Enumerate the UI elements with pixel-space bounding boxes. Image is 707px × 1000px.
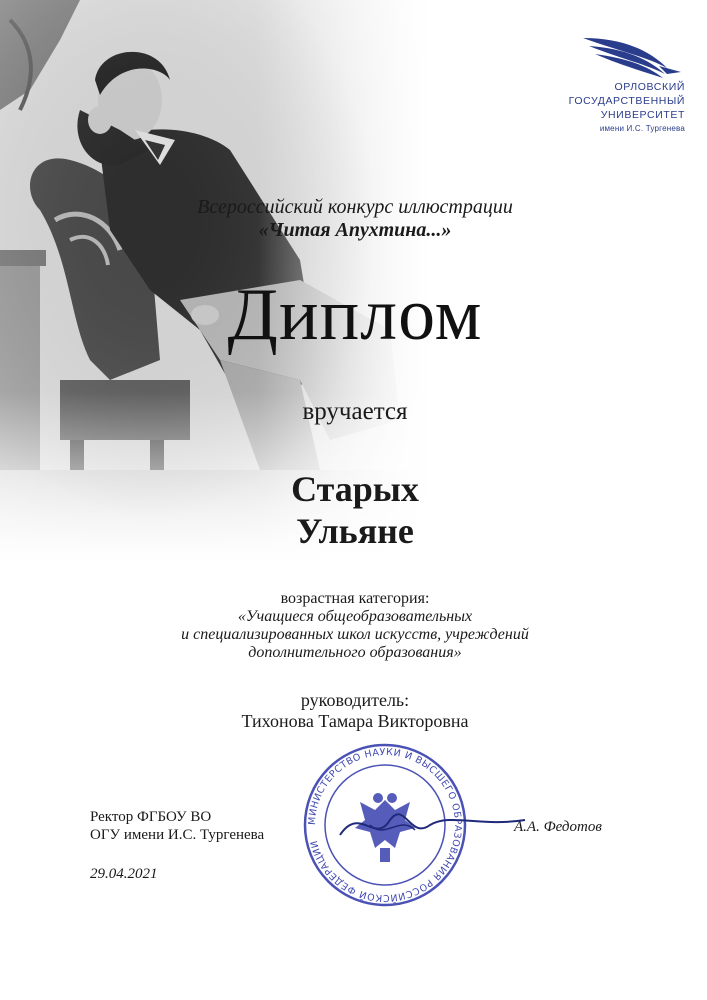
awarded-label: вручается [302,398,408,425]
category-line2: и специализированных школ искусств, учреждений [181,626,529,643]
supervisor-label: руководитель: [300,690,410,710]
supervisor [140,690,570,732]
rector-title [90,808,264,844]
bird-wings-logo-icon [575,32,685,82]
category-label: возрастная категория: [280,590,430,607]
signer-name: А.А. Федотов [514,819,602,835]
issue-date: 29.04.2021 [90,866,158,882]
logo-line2: ГОСУДАРСТВЕННЫЙ [568,95,685,107]
university-name [569,80,685,136]
recipient-given-name: Ульяне [296,511,414,551]
signature [330,795,530,855]
logo-line1: ОРЛОВСКИЙ [614,81,685,93]
category-line1: «Учащиеся общеобразовательных [237,608,473,625]
recipient-name [140,468,570,552]
category-line3: дополнительного образования» [248,644,462,661]
contest-heading [140,196,570,242]
recipient-surname: Старых [291,469,419,509]
rector-line1: Ректор ФГБОУ ВО [90,809,212,825]
seal-text: МИНИСТЕРСТВО НАУКИ И ВЫСШЕГО ОБРАЗОВАНИЯ РОССИЙСКОЙ ФЕДЕРАЦИИ [306,746,464,904]
contest-line1: Всероссийский конкурс иллюстрации [197,196,513,218]
contest-name: «Читая Апухтина...» [258,219,452,241]
logo-line4: имени И.С. Тургенева [599,124,685,133]
university-logo [568,32,685,142]
age-category [100,590,610,662]
diploma-title: Диплом [227,274,483,356]
logo-line3: УНИВЕРСИТЕТ [600,109,685,121]
rector-line2: ОГУ имени И.С. Тургенева [90,827,265,843]
supervisor-name: Тихонова Тамара Викторовна [241,711,469,731]
